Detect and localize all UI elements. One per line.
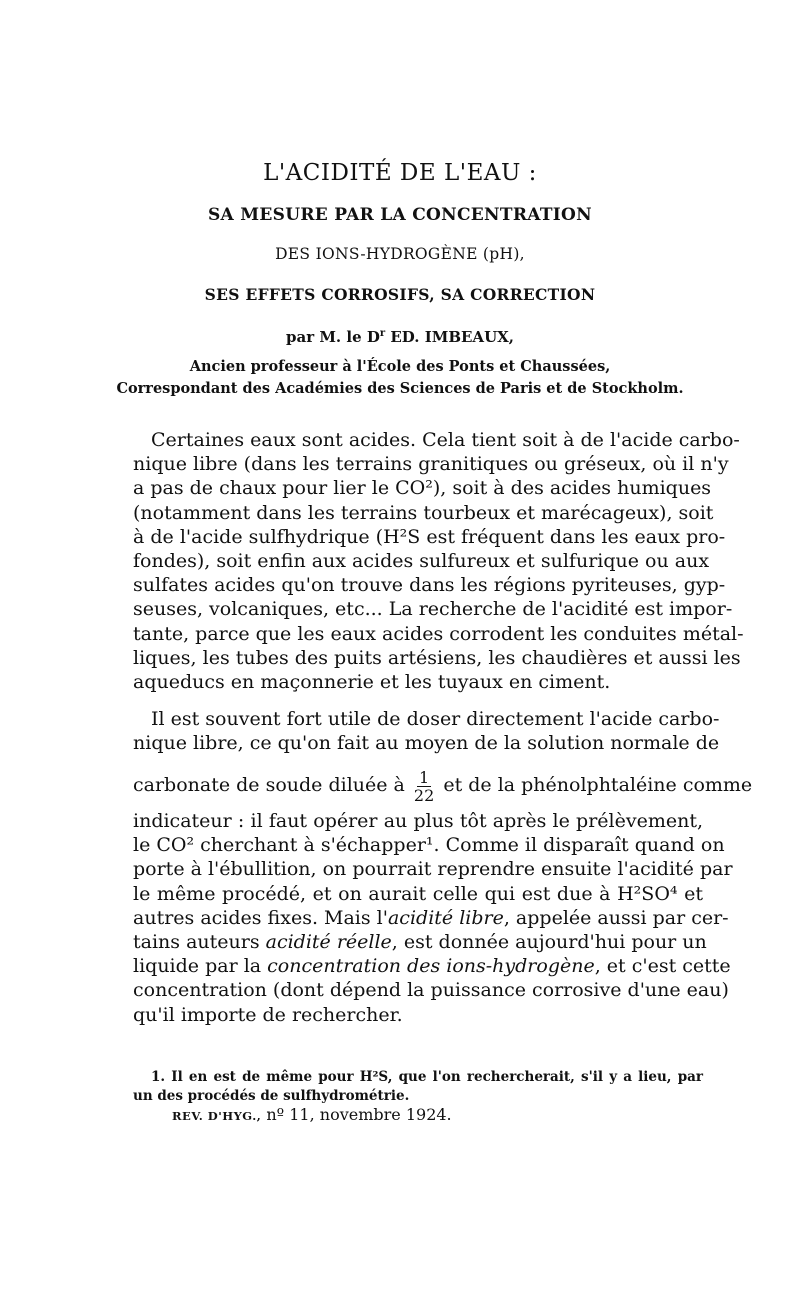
journal-issue: nº 11, novembre 1924. (261, 1105, 452, 1124)
text-line: liques, les tubes des puits artésiens, les chaudières et aussi les (133, 646, 741, 669)
text-segment: , appelée aussi par cer- (503, 906, 729, 929)
footnote (133, 1068, 703, 1106)
fraction-denominator: 22 (413, 785, 435, 805)
italic-term: acidité libre (387, 906, 504, 929)
paragraph-2 (133, 707, 753, 815)
text-line (133, 930, 707, 954)
text-line: qu'il importe de rechercher. (133, 1003, 403, 1026)
text-line: concentration (dont dépend la puissance corrosive d'une eau) (133, 979, 729, 1002)
text-line: nique libre, ce qu'on fait au moyen de la solution normale de (133, 732, 720, 755)
author-title-sup: r (379, 328, 386, 339)
text-line: nique libre (dans les terrains granitiques ou gréseux, où il n'y (133, 453, 729, 476)
text-segment: liquide par la (133, 955, 268, 978)
text-line: a pas de chaux pour lier le CO²), soit à des acides humiques (133, 477, 712, 500)
journal-reference (172, 1105, 452, 1124)
fraction-text-line (133, 755, 753, 815)
fraction-numerator: 1 (419, 767, 430, 787)
text-segment: , et c'est cette (594, 955, 731, 978)
article-subtitle-1: SA MESURE PAR LA CONCENTRATION (207, 205, 592, 225)
text-line: porte à l'ébullition, on pourrait reprendre ensuite l'acidité par (133, 858, 733, 881)
text-line: le même procédé, et on aurait celle qui est due à H²SO⁴ et (133, 882, 703, 905)
journal-name: REV. D'HYG., (172, 1109, 262, 1123)
author-line (0, 328, 800, 346)
text-segment: autres acides fixes. Mais l' (133, 906, 388, 929)
footnote-line: 1. Il en est de même pour H²S, que l'on rechercherait, s'il y a lieu, par (151, 1069, 703, 1085)
fraction (414, 769, 434, 804)
italic-term: concentration des ions-hydrogène (267, 955, 595, 978)
article-title: L'ACIDITÉ DE L'EAU : (263, 160, 537, 186)
text-line: le CO² cherchant à s'échapper¹. Comme il disparaît quand on (133, 834, 725, 857)
text-line: (notamment dans les terrains tourbeux et marécageux), soit (133, 501, 714, 524)
article-subtitle-3: SES EFFETS CORROSIFS, SA CORRECTION (204, 285, 596, 304)
italic-term: acidité réelle (265, 930, 392, 953)
paragraph-1 (133, 428, 744, 694)
author-prefix: par M. le D (285, 328, 380, 346)
fraction-after-text: et de la phénolphtaléine comme (443, 774, 753, 797)
paragraph-2-continued (133, 809, 733, 1027)
fraction-before-text: carbonate de soude diluée à (133, 774, 405, 797)
text-line: indicateur : il faut opérer au plus tôt après le prélèvement, (133, 810, 703, 832)
text-line: Il est souvent fort utile de doser directement l'acide carbo- (151, 708, 720, 730)
author-affiliation-1: Ancien professeur à l'École des Ponts et Chaussées, (189, 358, 611, 375)
footnote-line: un des procédés de sulfhydrométrie. (133, 1088, 410, 1104)
article-subtitle-2: DES IONS-HYDROGÈNE (pH), (275, 245, 525, 263)
text-segment: tains auteurs (133, 930, 266, 953)
text-line: sulfates acides qu'on trouve dans les régions pyriteuses, gyp- (133, 574, 726, 597)
text-line: fondes), soit enfin aux acides sulfureux et sulfurique ou aux (133, 549, 710, 572)
text-line (133, 906, 729, 930)
text-segment: , est donnée aujourd'hui pour un (391, 930, 707, 953)
text-line: Certaines eaux sont acides. Cela tient soit à de l'acide carbo- (151, 429, 740, 451)
text-line: à de l'acide sulfhydrique (H²S est fréquent dans les eaux pro- (133, 525, 726, 548)
author-affiliation-2: Correspondant des Académies des Sciences de Paris et de Stockholm. (116, 380, 684, 397)
text-line (133, 954, 731, 978)
text-line: aqueducs en maçonnerie et les tuyaux en ciment. (133, 670, 611, 693)
text-line: tante, parce que les eaux acides corrodent les conduites métal- (133, 622, 744, 645)
text-line: seuses, volcaniques, etc... La recherche de l'acidité est impor- (133, 598, 733, 621)
author-name: ED. IMBEAUX, (385, 328, 515, 346)
